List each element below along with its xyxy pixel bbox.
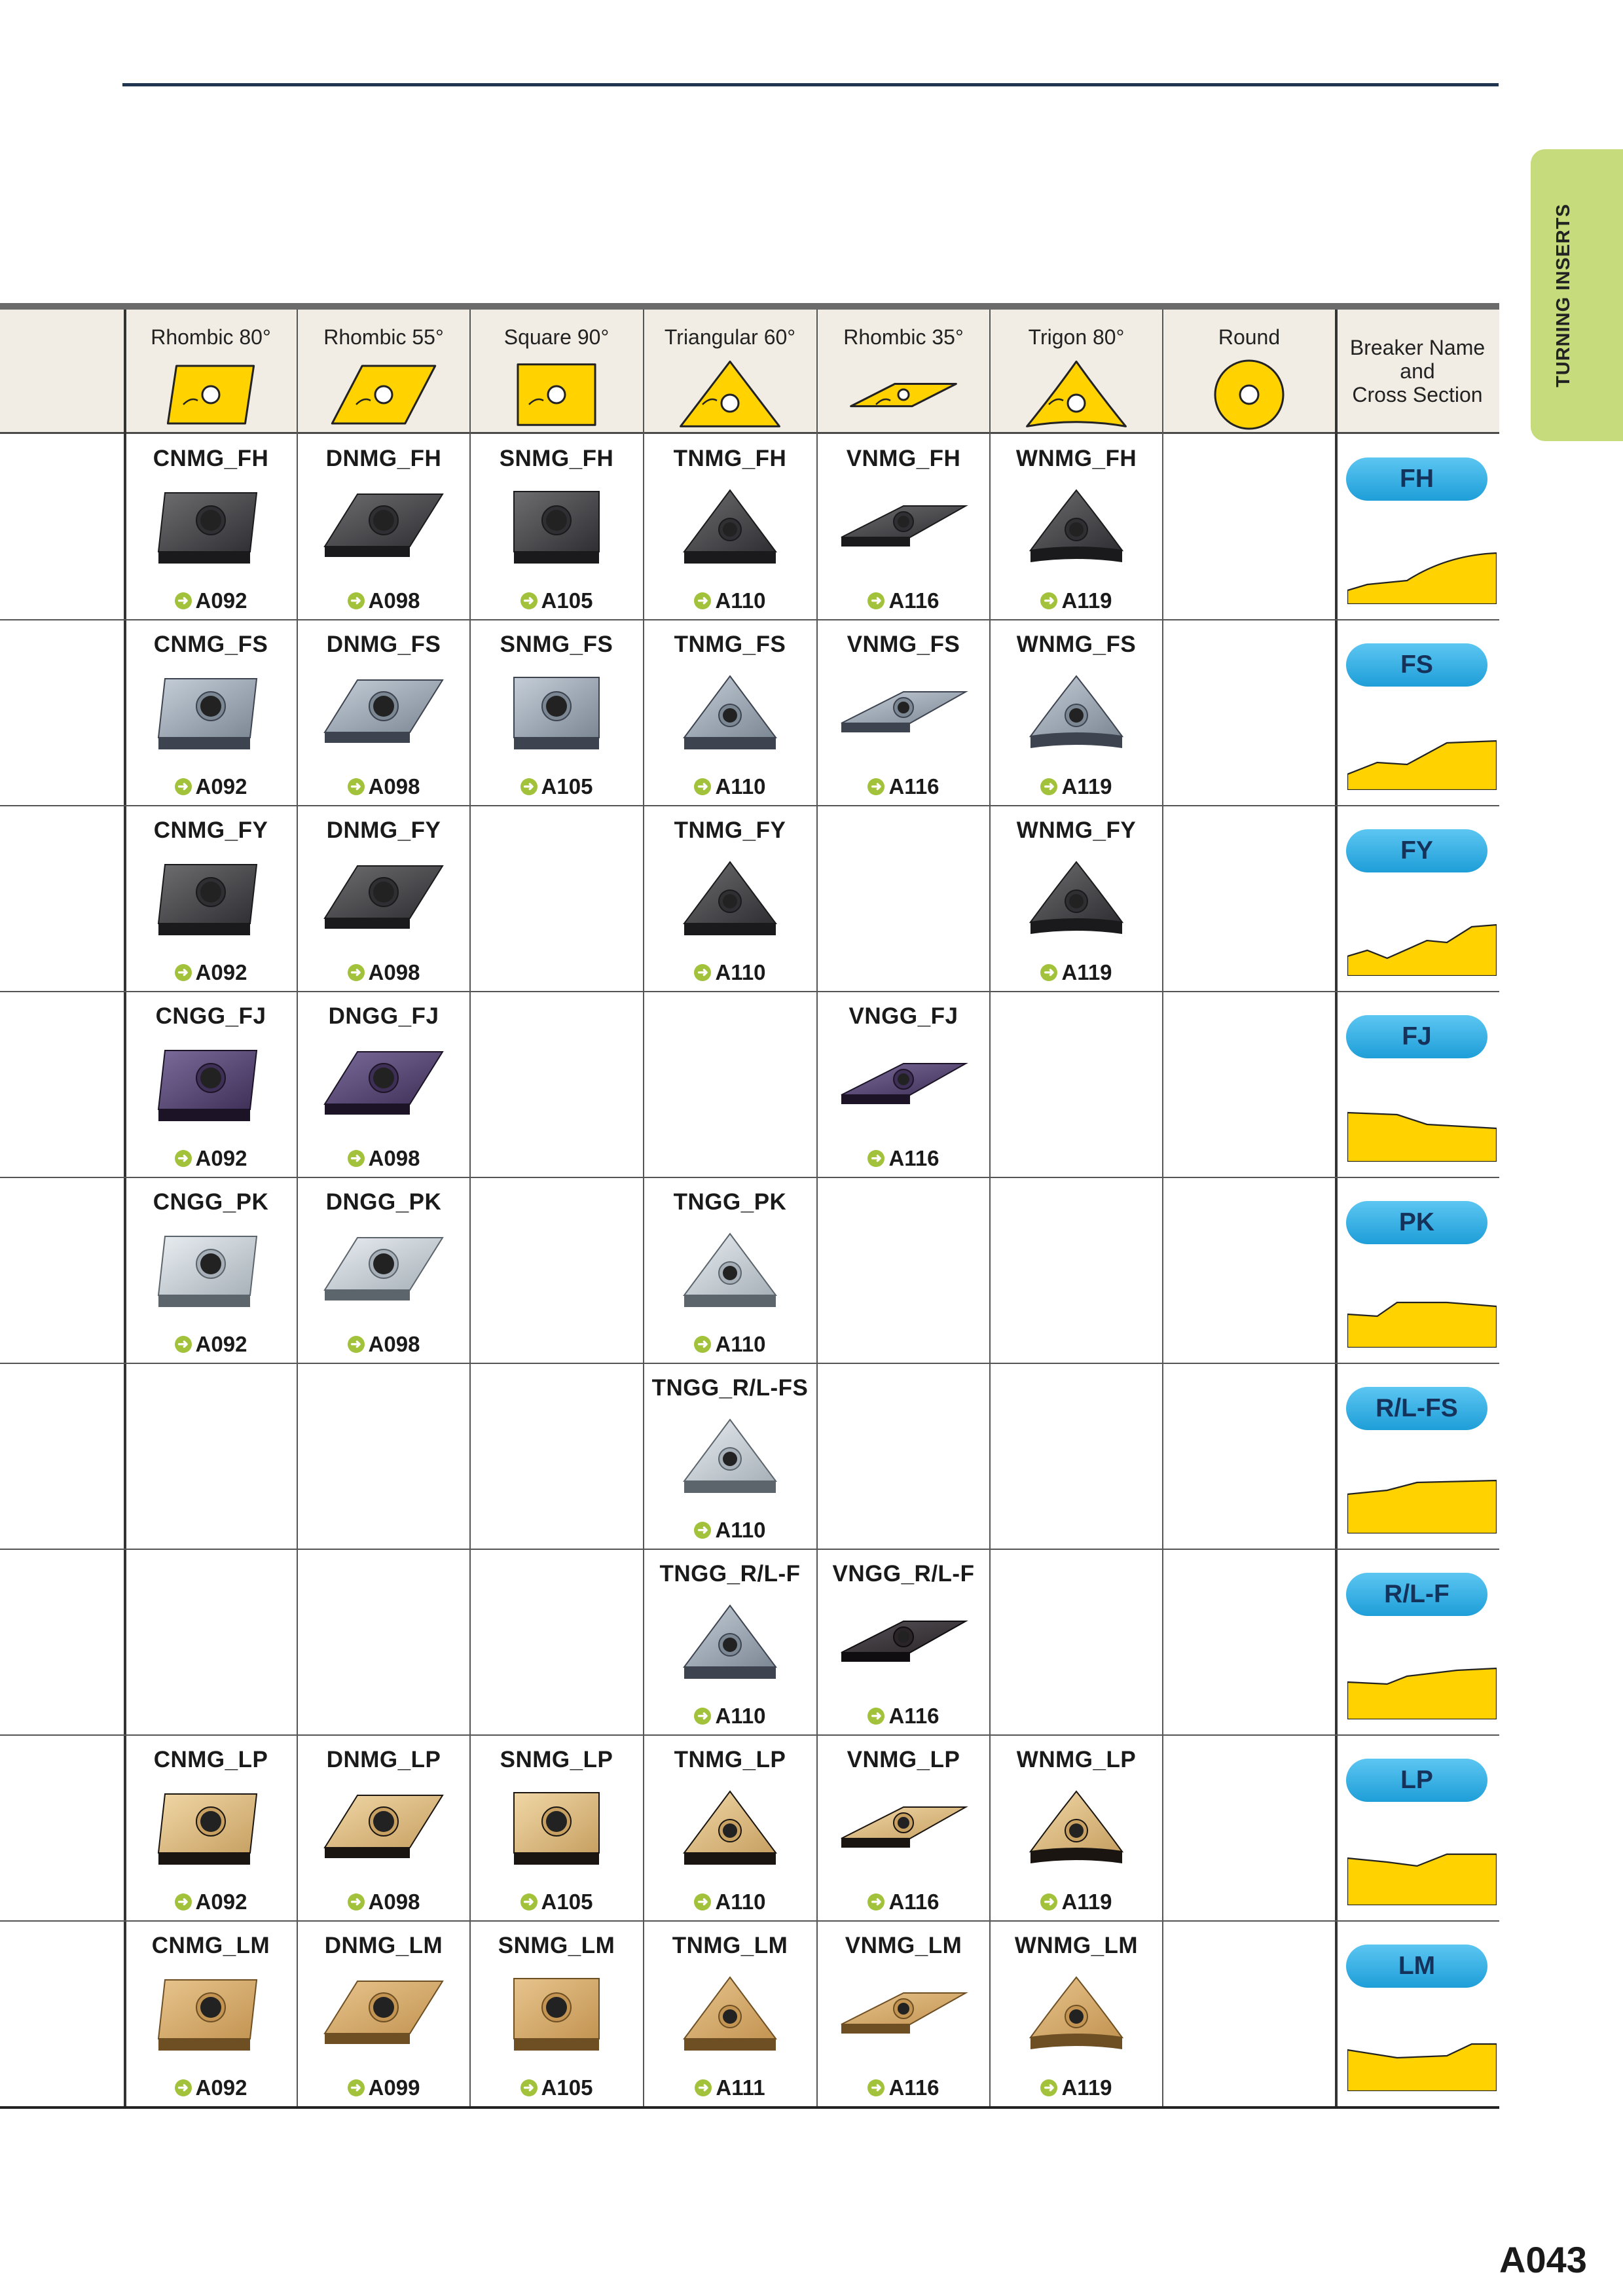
page-reference-label: A110	[715, 1704, 766, 1728]
breaker-cell	[1336, 1549, 1499, 1735]
cross-section-profile	[1347, 2036, 1497, 2091]
arrow-right-icon: ➜	[694, 1708, 711, 1725]
insert-cell[interactable]	[817, 620, 990, 806]
page-number: A043	[1499, 2239, 1587, 2280]
insert-code: WNMG_FY	[1016, 817, 1137, 843]
page-reference[interactable]	[644, 1332, 816, 1357]
insert-cell[interactable]	[124, 1735, 297, 1921]
column-header-round	[1163, 310, 1336, 432]
insert-code: SNMG_LP	[500, 1747, 613, 1772]
insert-code: VNMG_FH	[846, 446, 961, 471]
page-reference-label: A110	[715, 1890, 766, 1914]
insert-image	[665, 672, 795, 757]
page-reference[interactable]	[817, 2075, 990, 2100]
insert-image	[145, 486, 276, 571]
insert-image	[318, 672, 449, 757]
insert-code: CNMG_FS	[153, 632, 268, 657]
page-reference-label: A110	[715, 1332, 766, 1356]
page-reference[interactable]	[817, 588, 990, 613]
page-reference-label: A110	[715, 960, 766, 984]
insert-code: DNMG_FS	[326, 632, 441, 657]
page-reference-label: A116	[888, 1704, 939, 1728]
insert-image	[318, 1044, 449, 1129]
page-reference[interactable]	[124, 774, 297, 799]
arrow-right-icon: ➜	[694, 778, 711, 795]
insert-image	[491, 1973, 622, 2058]
page-reference[interactable]	[124, 960, 297, 985]
page-reference[interactable]	[297, 588, 470, 613]
insert-code: SNMG_FS	[500, 632, 613, 657]
column-header-label: Rhombic 80°	[151, 325, 271, 349]
breaker-cell	[1336, 1363, 1499, 1549]
insert-code: DNMG_LP	[326, 1747, 441, 1772]
arrow-right-icon: ➜	[348, 1893, 365, 1910]
insert-image	[665, 486, 795, 571]
insert-cell[interactable]	[817, 992, 990, 1177]
page-reference[interactable]	[470, 588, 643, 613]
insert-code: DNMG_FH	[325, 446, 442, 471]
insert-cell[interactable]	[124, 434, 297, 620]
insert-cell[interactable]	[817, 1735, 990, 1921]
insert-cell[interactable]	[470, 1735, 643, 1921]
insert-code: CNMG_FH	[153, 446, 269, 471]
insert-cell[interactable]	[297, 1177, 470, 1363]
breaker-badge[interactable]: R/L-FS	[1346, 1387, 1487, 1430]
insert-image	[318, 486, 449, 571]
breaker-badge[interactable]: LM	[1346, 1945, 1487, 1988]
insert-code: SNMG_FH	[499, 446, 614, 471]
page-reference-label: A098	[368, 1890, 420, 1914]
breaker-badge[interactable]: LP	[1346, 1759, 1487, 1802]
column-header-trigon	[990, 310, 1163, 432]
page-reference-label: A098	[368, 960, 420, 984]
insert-cell[interactable]	[990, 434, 1163, 620]
breaker-badge[interactable]: FS	[1346, 643, 1487, 687]
column-header-label: Trigon 80°	[1028, 325, 1125, 349]
arrow-right-icon: ➜	[348, 778, 365, 795]
page-reference-label: A098	[368, 774, 420, 798]
page-reference[interactable]	[644, 960, 816, 985]
breaker-cell	[1336, 806, 1499, 992]
page-reference-label: A110	[715, 1518, 766, 1542]
insert-code: WNMG_FS	[1016, 632, 1137, 657]
insert-image	[665, 1230, 795, 1315]
arrow-right-icon: ➜	[1040, 1893, 1057, 1910]
breaker-header-line-2: and	[1400, 359, 1435, 383]
cross-section-profile	[1347, 1664, 1497, 1719]
page-reference[interactable]	[817, 1890, 990, 1914]
insert-cell[interactable]	[990, 620, 1163, 806]
insert-image	[1011, 486, 1142, 571]
insert-cell[interactable]	[644, 620, 816, 806]
insert-image	[145, 1973, 276, 2058]
breaker-header-line-3: Cross Section	[1352, 382, 1483, 406]
arrow-right-icon: ➜	[1040, 592, 1057, 609]
insert-image	[665, 1787, 795, 1873]
page-reference[interactable]	[990, 960, 1163, 985]
page-reference-label: A110	[715, 588, 766, 613]
insert-cell[interactable]	[644, 1735, 816, 1921]
page-reference[interactable]	[297, 2075, 470, 2100]
insert-image	[318, 1230, 449, 1315]
cross-section-profile	[1347, 1107, 1497, 1162]
page-reference-label: A111	[716, 2075, 765, 2100]
arrow-right-icon: ➜	[348, 964, 365, 981]
page-reference-label: A116	[888, 2075, 939, 2100]
insert-cell[interactable]	[124, 992, 297, 1177]
insert-code: DNMG_FY	[326, 817, 441, 843]
table-top-border	[0, 303, 1499, 310]
page-reference[interactable]	[470, 1890, 643, 1914]
breaker-cell	[1336, 1177, 1499, 1363]
section-tab-label: TURNING INSERTS	[1552, 203, 1574, 387]
page-reference[interactable]	[124, 1890, 297, 1914]
page-reference-label: A119	[1061, 588, 1112, 613]
insert-code: TNMG_LM	[672, 1933, 788, 1958]
page-reference[interactable]	[990, 774, 1163, 799]
insert-image	[838, 672, 969, 757]
insert-image	[838, 1602, 969, 1687]
insert-code: DNMG_LM	[324, 1933, 443, 1958]
insert-cell[interactable]	[470, 1921, 643, 2107]
insert-image	[145, 1044, 276, 1129]
page-reference-label: A092	[195, 1890, 247, 1914]
insert-code: TNMG_FS	[674, 632, 786, 657]
insert-image	[838, 1787, 969, 1873]
arrow-right-icon: ➜	[867, 592, 884, 609]
arrow-right-icon: ➜	[348, 592, 365, 609]
insert-code: VNMG_LM	[845, 1933, 962, 1958]
column-header-rhombic35	[817, 310, 990, 432]
page-reference[interactable]	[644, 1518, 816, 1543]
insert-code: DNGG_FJ	[328, 1003, 439, 1029]
insert-image	[838, 1044, 969, 1129]
column-header-label: Triangular 60°	[664, 325, 796, 349]
arrow-right-icon: ➜	[175, 2079, 192, 2096]
insert-cell[interactable]	[644, 1549, 816, 1735]
page-reference-label: A098	[368, 1332, 420, 1356]
insert-cell[interactable]	[470, 434, 643, 620]
insert-cell[interactable]	[124, 620, 297, 806]
insert-image	[665, 1973, 795, 2058]
column-header-label: Rhombic 35°	[843, 325, 964, 349]
arrow-right-icon: ➜	[348, 1150, 365, 1167]
insert-cell[interactable]	[644, 1177, 816, 1363]
insert-cell[interactable]	[990, 1921, 1163, 2107]
insert-cell[interactable]	[297, 620, 470, 806]
page-reference-label: A110	[715, 774, 766, 798]
insert-image	[318, 1787, 449, 1873]
breaker-badge[interactable]: FJ	[1346, 1015, 1487, 1058]
insert-cell[interactable]	[817, 1921, 990, 2107]
insert-cell[interactable]	[124, 1921, 297, 2107]
insert-cell[interactable]	[644, 806, 816, 992]
arrow-right-icon: ➜	[1040, 2079, 1057, 2096]
breaker-header-line-1: Breaker Name	[1349, 335, 1486, 359]
insert-code: TNGG_PK	[673, 1189, 787, 1215]
arrow-right-icon: ➜	[520, 592, 538, 609]
page-reference[interactable]	[124, 1146, 297, 1171]
arrow-right-icon: ➜	[520, 1893, 538, 1910]
insert-code: TNMG_FH	[673, 446, 787, 471]
page-reference-label: A119	[1061, 774, 1112, 798]
page-reference[interactable]	[990, 1890, 1163, 1914]
page-reference[interactable]	[817, 1146, 990, 1171]
page-reference[interactable]	[817, 1704, 990, 1729]
insert-image	[665, 858, 795, 943]
cross-section-profile	[1347, 921, 1497, 976]
column-header-label: Round	[1218, 325, 1281, 349]
insert-image	[665, 1416, 795, 1501]
top-rule	[122, 83, 1499, 86]
page-reference-label: A105	[541, 2075, 593, 2100]
insert-cell[interactable]	[124, 806, 297, 992]
arrow-right-icon: ➜	[694, 592, 711, 609]
page-reference-label: A098	[368, 1146, 420, 1170]
page-reference-label: A119	[1061, 2075, 1112, 2100]
column-header-rhombic80	[124, 310, 297, 432]
insert-image	[838, 486, 969, 571]
page-reference[interactable]	[297, 1332, 470, 1357]
arrow-right-icon: ➜	[348, 2079, 365, 2096]
arrow-right-icon: ➜	[175, 1893, 192, 1910]
insert-code: VNGG_R/L-F	[832, 1561, 975, 1587]
insert-cell[interactable]	[990, 1735, 1163, 1921]
insert-cell[interactable]	[990, 806, 1163, 992]
breaker-cell	[1336, 992, 1499, 1177]
column-header-label: Square 90°	[503, 325, 610, 349]
insert-code: CNMG_LP	[153, 1747, 268, 1772]
insert-code: CNMG_FY	[153, 817, 268, 843]
arrow-right-icon: ➜	[694, 964, 711, 981]
insert-image	[1011, 672, 1142, 757]
insert-image	[1011, 1787, 1142, 1873]
page-reference-label: A105	[541, 588, 593, 613]
arrow-right-icon: ➜	[867, 1708, 884, 1725]
arrow-right-icon: ➜	[694, 1522, 711, 1539]
breaker-header	[1336, 310, 1499, 432]
column-header-triangle	[644, 310, 816, 432]
arrow-right-icon: ➜	[694, 1336, 711, 1353]
breaker-badge[interactable]: R/L-F	[1346, 1573, 1487, 1616]
breaker-badge[interactable]: PK	[1346, 1201, 1487, 1244]
triangle-shape-icon	[676, 359, 784, 431]
page-reference-label: A092	[195, 960, 247, 984]
page-reference-label: A092	[195, 1146, 247, 1170]
arrow-right-icon: ➜	[867, 778, 884, 795]
insert-code: TNMG_LP	[674, 1747, 786, 1772]
insert-cell[interactable]	[644, 434, 816, 620]
page-reference-label: A098	[368, 588, 420, 613]
page-reference-label: A105	[541, 1890, 593, 1914]
insert-cell[interactable]	[297, 806, 470, 992]
insert-code: DNGG_PK	[325, 1189, 442, 1215]
insert-image	[491, 486, 622, 571]
page-reference[interactable]	[644, 2075, 816, 2100]
arrow-right-icon: ➜	[694, 1893, 711, 1910]
page-reference-label: A116	[888, 774, 939, 798]
breaker-badge[interactable]: FY	[1346, 829, 1487, 872]
column-header-rhombic55	[297, 310, 470, 432]
insert-cell[interactable]	[297, 1735, 470, 1921]
insert-code: TNGG_R/L-F	[659, 1561, 801, 1587]
page-reference[interactable]	[297, 960, 470, 985]
insert-image	[318, 858, 449, 943]
insert-image	[491, 672, 622, 757]
breaker-cell	[1336, 1921, 1499, 2107]
column-header-label: Rhombic 55°	[323, 325, 444, 349]
page-reference[interactable]	[644, 588, 816, 613]
arrow-right-icon: ➜	[175, 592, 192, 609]
round-shape-icon	[1195, 359, 1303, 431]
page-reference-label: A119	[1061, 1890, 1112, 1914]
arrow-right-icon: ➜	[175, 1336, 192, 1353]
arrow-right-icon: ➜	[1040, 964, 1057, 981]
page-reference[interactable]	[990, 2075, 1163, 2100]
insert-code: SNMG_LM	[498, 1933, 615, 1958]
section-tab-label-wrap	[1531, 149, 1596, 441]
breaker-cell	[1336, 1735, 1499, 1921]
insert-code: TNMG_FY	[674, 817, 786, 843]
cross-section-profile	[1347, 549, 1497, 604]
page-reference-label: A116	[888, 1890, 939, 1914]
insert-image	[318, 1973, 449, 2058]
page-reference-label: A116	[888, 1146, 939, 1170]
page-reference[interactable]	[990, 588, 1163, 613]
insert-image	[1011, 1973, 1142, 2058]
page-reference[interactable]	[470, 774, 643, 799]
insert-code: WNMG_LP	[1016, 1747, 1137, 1772]
rhombic55-shape-icon	[330, 359, 437, 431]
cross-section-profile	[1347, 1850, 1497, 1905]
insert-cell[interactable]	[470, 620, 643, 806]
page-reference[interactable]	[124, 1332, 297, 1357]
insert-image	[145, 672, 276, 757]
cross-section-profile	[1347, 735, 1497, 790]
cross-section-profile	[1347, 1293, 1497, 1348]
arrow-right-icon: ➜	[520, 778, 538, 795]
insert-code: VNMG_FS	[847, 632, 960, 657]
insert-cell[interactable]	[644, 1921, 816, 2107]
page-reference-label: A119	[1061, 960, 1112, 984]
arrow-right-icon: ➜	[348, 1336, 365, 1353]
insert-image	[491, 1787, 622, 1873]
insert-code: CNGG_FJ	[155, 1003, 266, 1029]
column-header-square	[470, 310, 643, 432]
arrow-right-icon: ➜	[175, 964, 192, 981]
insert-image	[145, 858, 276, 943]
page-reference[interactable]	[644, 774, 816, 799]
page-reference[interactable]	[817, 774, 990, 799]
insert-cell[interactable]	[817, 1549, 990, 1735]
page-reference-label: A092	[195, 1332, 247, 1356]
insert-image	[665, 1602, 795, 1687]
page-reference-label: A105	[541, 774, 593, 798]
arrow-right-icon: ➜	[867, 2079, 884, 2096]
insert-code: VNGG_FJ	[848, 1003, 958, 1029]
arrow-right-icon: ➜	[520, 2079, 538, 2096]
insert-cell[interactable]	[817, 434, 990, 620]
page-reference[interactable]	[297, 774, 470, 799]
insert-code: CNMG_LM	[151, 1933, 270, 1958]
insert-code: WNMG_FH	[1015, 446, 1137, 471]
arrow-right-icon: ➜	[1040, 778, 1057, 795]
insert-image	[145, 1787, 276, 1873]
insert-image	[145, 1230, 276, 1315]
trigon-shape-icon	[1023, 359, 1130, 431]
page-reference-label: A099	[368, 2075, 420, 2100]
insert-code: TNGG_R/L-FS	[651, 1375, 809, 1401]
square-shape-icon	[503, 359, 610, 431]
insert-cell[interactable]	[297, 434, 470, 620]
breaker-badge[interactable]: FH	[1346, 457, 1487, 501]
page-reference[interactable]	[124, 588, 297, 613]
arrow-right-icon: ➜	[867, 1150, 884, 1167]
page-reference-label: A092	[195, 2075, 247, 2100]
insert-image	[838, 1973, 969, 2058]
page-reference[interactable]	[644, 1890, 816, 1914]
page-reference[interactable]	[297, 1146, 470, 1171]
insert-cell[interactable]	[297, 992, 470, 1177]
page-reference[interactable]	[297, 1890, 470, 1914]
page-reference[interactable]	[470, 2075, 643, 2100]
page-reference-label: A092	[195, 774, 247, 798]
rhombic80-shape-icon	[157, 359, 264, 431]
rhombic35-shape-icon	[850, 359, 957, 431]
page-reference[interactable]	[124, 2075, 297, 2100]
insert-code: WNMG_LM	[1014, 1933, 1139, 1958]
insert-cell[interactable]	[297, 1921, 470, 2107]
insert-code: VNMG_LP	[847, 1747, 960, 1772]
arrow-right-icon: ➜	[175, 778, 192, 795]
insert-code: CNGG_PK	[153, 1189, 269, 1215]
insert-cell[interactable]	[124, 1177, 297, 1363]
insert-image	[1011, 858, 1142, 943]
page-reference[interactable]	[644, 1704, 816, 1729]
cross-section-profile	[1347, 1479, 1497, 1534]
arrow-right-icon: ➜	[175, 1150, 192, 1167]
page-reference-label: A116	[888, 588, 939, 613]
page-reference-label: A092	[195, 588, 247, 613]
arrow-right-icon: ➜	[867, 1893, 884, 1910]
breaker-cell	[1336, 434, 1499, 620]
breaker-cell	[1336, 620, 1499, 806]
arrow-right-icon: ➜	[695, 2079, 712, 2096]
insert-cell[interactable]	[644, 1363, 816, 1549]
